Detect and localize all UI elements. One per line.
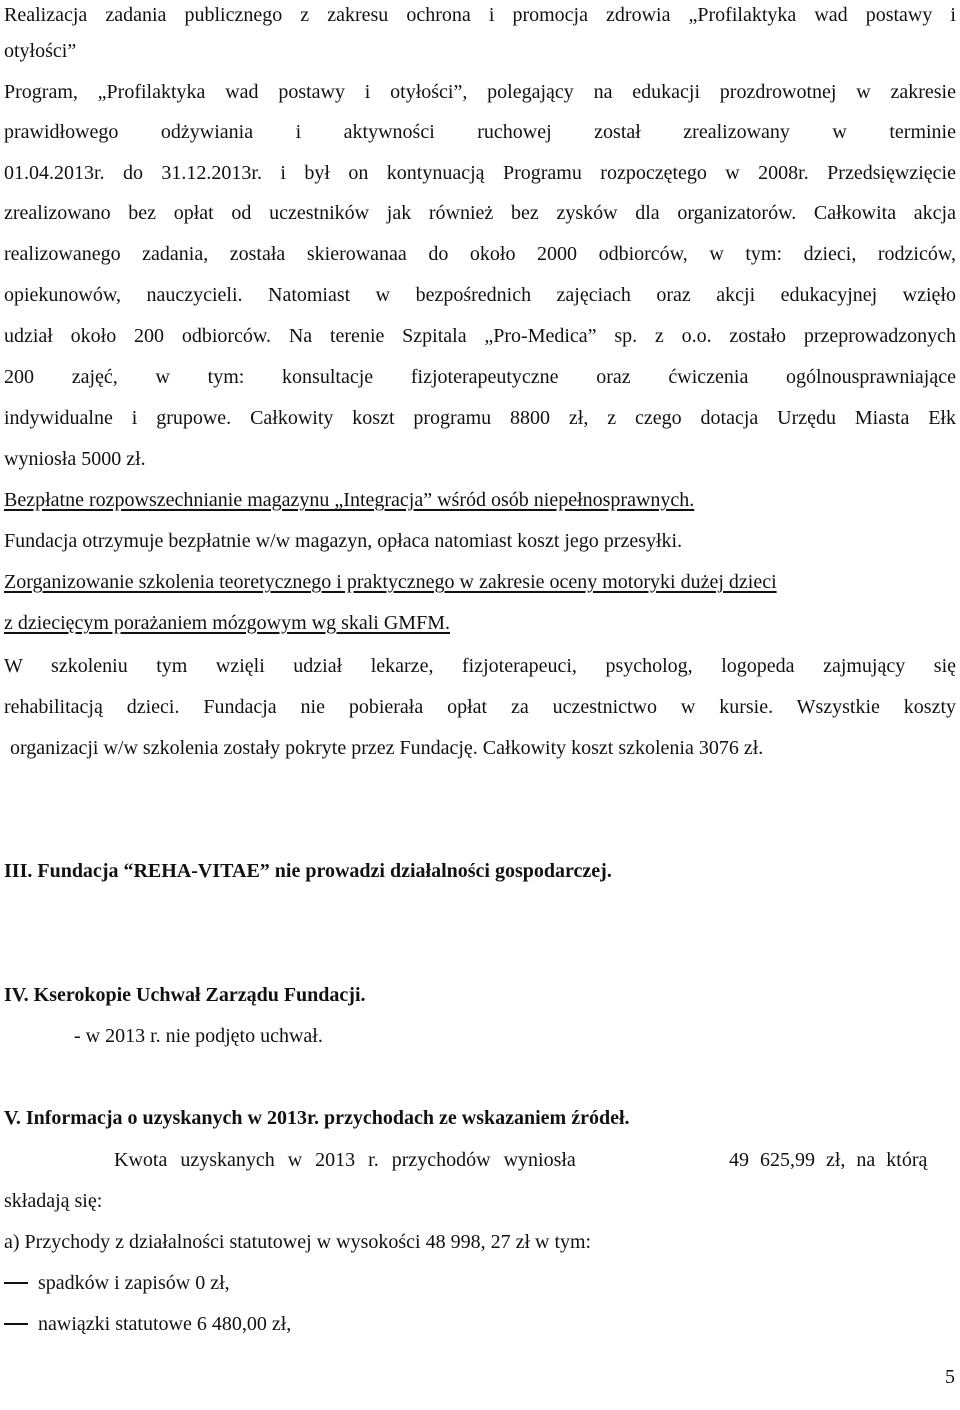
dash-bullet [4,1323,28,1325]
dash-bullet [4,1282,28,1284]
paragraph-line: składają się: [4,1190,103,1212]
paragraph-line: realizowanego zadania, została skierowanaa do około 2000 odbiorców, w tym: dzieci, rodziców, [4,243,956,265]
paragraph-line: zrealizowano bez opłat od uczestników jak również bez zysków dla organizatorów. Całkowita akcja [4,202,956,224]
income-total-line [4,1145,956,1175]
section-heading-integracja: Bezpłatne rozpowszechnianie magazynu „Integracja” wśród osób niepełnosprawnych. [4,489,695,511]
section-heading-iii: III. Fundacja “REHA-VITAE” nie prowadzi działalności gospodarczej. [4,860,612,882]
section-heading-szkolenie-line-2: z dziecięcym porażaniem mózgowym wg skali GMFM. [4,612,450,634]
paragraph-line: opiekunowów, nauczycieli. Natomiast w bezpośrednich zajęciach oraz akcji edukacyjnej wzięło [4,284,956,306]
paragraph-line: rehabilitacją dzieci. Fundacja nie pobierała opłat za uczestnictwo w kursie. Wszystkie koszty [4,696,956,718]
paragraph-line: wyniosła 5000 zł. [4,448,146,470]
section-heading-iv: IV. Kserokopie Uchwał Zarządu Fundacji. [4,984,366,1006]
income-statutory-line: a) Przychody z działalności statutowej w wysokości 48 998, 27 zł w tym: [4,1231,592,1253]
paragraph-line: 01.04.2013r. do 31.12.2013r. i był on kontynuacją Programu rozpoczętego w 2008r. Przedsięwzięcie [4,162,956,184]
page-number: 5 [945,1366,955,1388]
section-heading-v: V. Informacja o uzyskanych w 2013r. przychodach ze wskazaniem źródeł. [4,1107,630,1129]
paragraph-line: W szkoleniu tym wzięli udział lekarze, fizjoterapeuci, psycholog, logopeda zajmujący się [4,655,956,677]
section-iv-note: - w 2013 r. nie podjęto uchwał. [74,1025,323,1047]
section-heading-szkolenie-line-1: Zorganizowanie szkolenia teoretycznego i praktycznego w zakresie oceny motoryki dużej dzieci [4,571,777,593]
paragraph-line: udział około 200 odbiorców. Na terenie Szpitala „Pro-Medica” sp. z o.o. zostało przeprowadzonych [4,325,956,347]
paragraph-line: organizacji w/w szkolenia zostały pokryte przez Fundację. Całkowity koszt szkolenia 3076 zł. [10,737,764,759]
paragraph-line: prawidłowego odżywiania i aktywności ruchowej został zrealizowany w terminie [4,121,956,143]
paragraph-line: 200 zajęć, w tym: konsultacje fizjoterapeutyczne oraz ćwiczenia ogólnousprawniające [4,366,956,388]
income-total-label: Kwota uzyskanych w 2013 r. przychodów wyniosła [114,1149,576,1171]
task-title-line-2: otyłości” [4,40,77,62]
list-item: spadków i zapisów 0 zł, [4,1268,956,1298]
task-title-line-1: Realizacja zadania publicznego z zakresu ochrona i promocja zdrowia „Profilaktyka wad postawy i [4,4,956,26]
income-total-value: 49 625,99 zł, na którą [729,1149,928,1171]
paragraph-line: Fundacja otrzymuje bezpłatnie w/w magazyn, opłaca natomiast koszt jego przesyłki. [4,530,683,552]
paragraph-line: Program, „Profilaktyka wad postawy i otyłości”, polegający na edukacji prozdrowotnej w zakresie [4,81,956,103]
paragraph-line: indywidualne i grupowe. Całkowity koszt programu 8800 zł, z czego dotacja Urzędu Miasta Ełk [4,407,956,429]
list-item: nawiązki statutowe 6 480,00 zł, [4,1309,956,1339]
